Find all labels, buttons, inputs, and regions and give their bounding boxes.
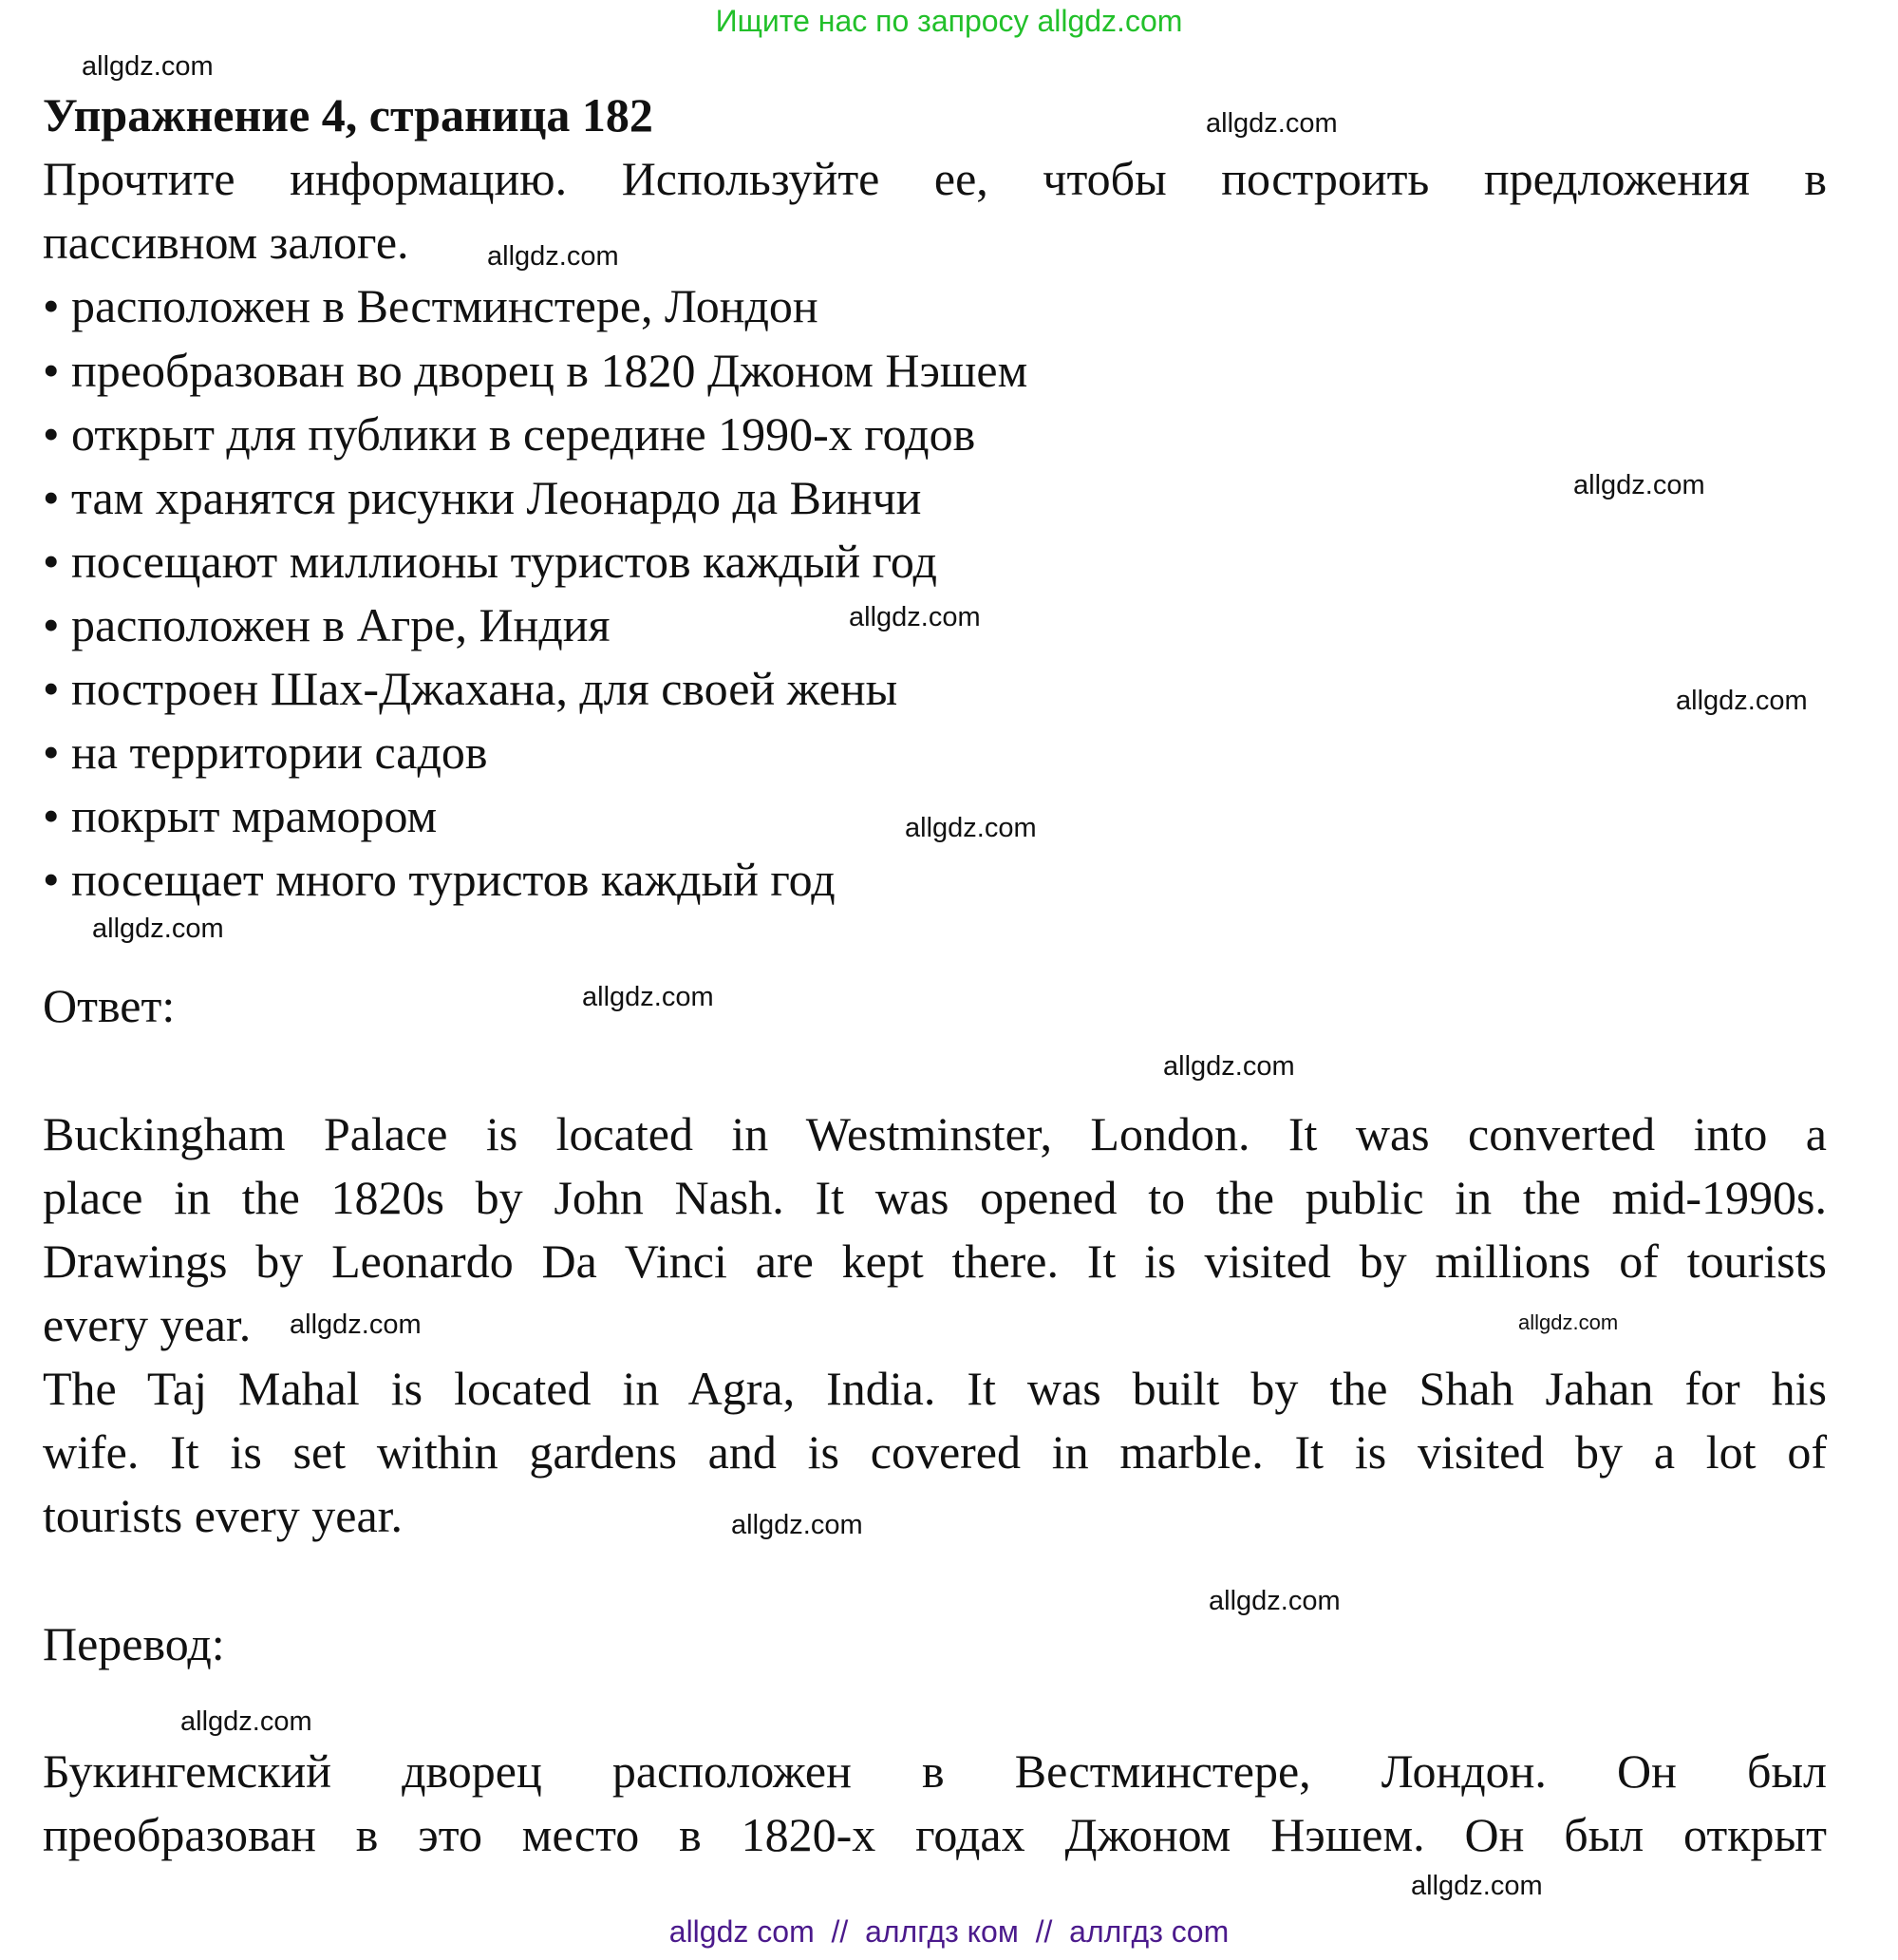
answer-line: Buckingham Palace is located in Westminster, London. It was converted into a (43, 1107, 1827, 1160)
translation-line: преобразован в это место в 1820-х годах Джоном Нэшем. Он был открыт (43, 1808, 1827, 1861)
watermark: allgdz.com (82, 51, 214, 82)
bullet-item: • построен Шах-Джахана, для своей жены (43, 662, 898, 715)
translation-heading: Перевод: (43, 1617, 225, 1670)
bullet-item: • посещают миллионы туристов каждый год (43, 535, 937, 588)
watermark: allgdz.com (905, 813, 1037, 843)
bullet-item: • преобразован во дворец в 1820 Джоном Нэшем (43, 344, 1028, 397)
answer-line: place in the 1820s by John Nash. It was opened to the public in the mid-1990s. (43, 1171, 1827, 1224)
watermark: allgdz.com (731, 1510, 863, 1540)
bullet-item: • покрыт мрамором (43, 789, 438, 842)
answer-line: The Taj Mahal is located in Agra, India. It was built by the Shah Jahan for his (43, 1362, 1827, 1415)
answer-line: every year. (43, 1298, 252, 1351)
watermark: allgdz.com (180, 1706, 312, 1737)
watermark: allgdz.com (1573, 470, 1705, 500)
bullet-item: • открыт для публики в середине 1990-х годов (43, 407, 976, 461)
watermark: allgdz.com (1206, 108, 1338, 139)
answer-heading: Ответ: (43, 979, 176, 1032)
bullet-item: • там хранятся рисунки Леонардо да Винчи (43, 471, 922, 524)
watermark: allgdz.com (1209, 1586, 1341, 1616)
watermark: allgdz.com (1676, 686, 1808, 716)
bullet-item: • расположен в Агре, Индия (43, 598, 611, 651)
watermark: allgdz.com (582, 982, 714, 1012)
page-title: Упражнение 4, страница 182 (43, 88, 653, 141)
watermark: allgdz.com (290, 1310, 422, 1340)
answer-line: Drawings by Leonardo Da Vinci are kept there. It is visited by millions of tourists (43, 1234, 1827, 1288)
answer-line: tourists every year. (43, 1489, 404, 1542)
bullet-item: • посещает много туристов каждый год (43, 853, 836, 906)
instruction-line: Прочтите информацию. Используйте ее, чтобы построить предложения в (43, 152, 1827, 205)
watermark: allgdz.com (849, 602, 981, 632)
watermark: allgdz.com (1518, 1310, 1619, 1334)
footer-links[interactable]: allgdz com // аллгдз ком // аллгдз com (668, 1914, 1230, 1949)
bullet-item: • на территории садов (43, 726, 488, 779)
watermark: allgdz.com (1411, 1871, 1543, 1901)
watermark: allgdz.com (487, 241, 619, 272)
watermark: allgdz.com (1163, 1051, 1295, 1082)
bullet-item: • расположен в Вестминстере, Лондон (43, 279, 818, 332)
translation-line: Букингемский дворец расположен в Вестминстере, Лондон. Он был (43, 1744, 1827, 1798)
watermark: allgdz.com (92, 914, 224, 944)
instruction-line: пассивном залоге. (43, 216, 409, 269)
answer-line: wife. It is set within gardens and is covered in marble. It is visited by a lot of (43, 1425, 1827, 1479)
search-banner[interactable]: Ищите нас по запросу allgdz.com (715, 4, 1183, 38)
